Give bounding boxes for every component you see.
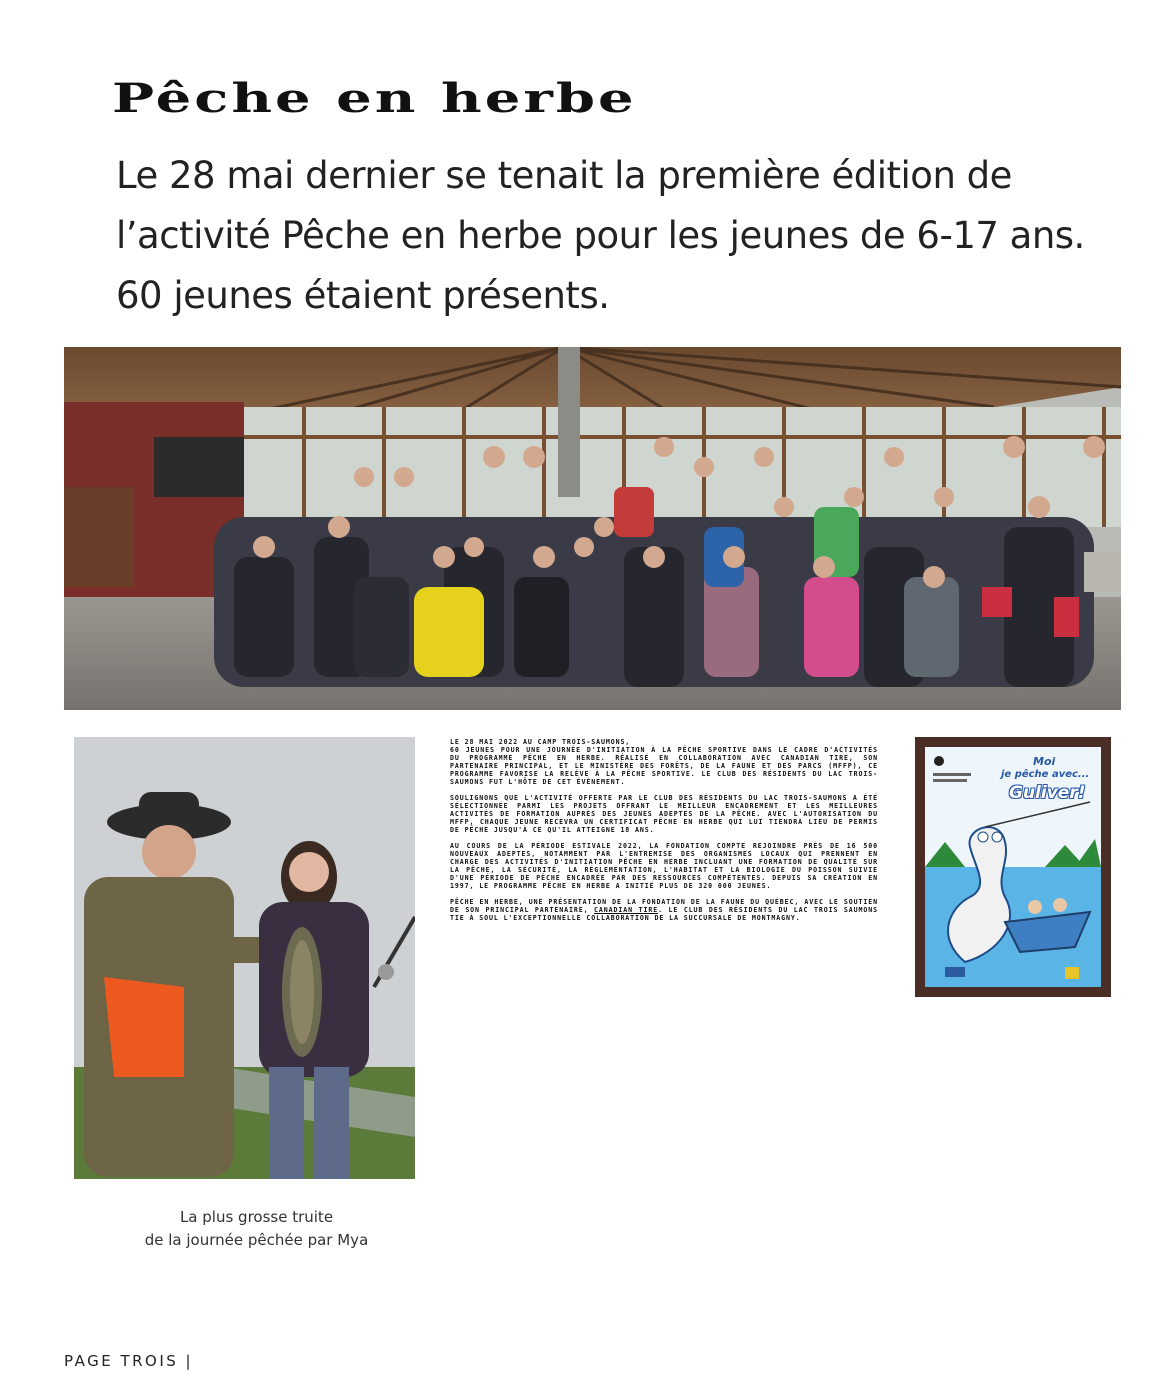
lead-paragraph	[116, 146, 1136, 326]
caption-line: La plus grosse truite	[179, 1208, 334, 1226]
poster-guliver: Guliver!	[1009, 783, 1086, 803]
article-paragraph: SOULIGNONS QUE L'ACTIVITÉ OFFERTE PAR LE CLUB DES RÉSIDENTS DU LAC TROIS-SAUMONS A ÉTÉ SÉLECTIONNÉE PARMI LES PROJETS OFFRANT LE MEILLEUR ENCADREMENT ET LES MEILLEURES ACTIVITÉS DE FORMATION AUPRÈS DES JEUNES ADEPTES DE LA PÊCHE. AVEC L'AUTORISATION DU MFFP, CHAQUE JEUNE RECEVRA UN CERTIFICAT PÊCHE EN HERBE QUI LUI TIENDRA LIEU DE PERMIS DE PÊCHE JUSQU'À CE QU'IL ATTEIGNE 18 ANS.	[450, 794, 878, 834]
lead-line: l’activité Pêche en herbe pour les jeunes de 6-17 ans.	[116, 214, 1085, 257]
photo-caption	[74, 1206, 439, 1252]
page-footer: PAGE TROIS |	[64, 1352, 194, 1370]
group-photo	[64, 347, 1121, 710]
page-title: Pêche en herbe	[112, 74, 637, 122]
article-body	[450, 738, 878, 930]
article-dateline: LE 28 MAI 2022 AU CAMP TROIS-SAUMONS,	[450, 738, 631, 746]
article-paragraph	[450, 738, 878, 786]
article-text: 60 JEUNES POUR UNE JOURNÉE D'INITIATION À LA PÊCHE SPORTIVE DANS LE CADRE D'ACTIVITÉS DU PROGRAMME PÊCHE EN HERBE. RÉALISÉ EN COLLABORATION AVEC CANADIAN TIRE, SON PARTENAIRE PRINCIPAL, ET LE MINISTÈRE DES FORÊTS, DE LA FAUNE ET DES PARCS (MFFP), CE PROGRAMME FAVORISE LA RELÈVE À LA PÊCHE SPORTIVE. LE CLUB DES RÉSIDENTS DU LAC TROIS-SAUMONS FUT L'HÔTE DE CET ÉVÈNEMENT.	[450, 746, 878, 786]
fishing-photo	[74, 737, 415, 1179]
article-paragraph	[450, 898, 878, 922]
article-paragraph: AU COURS DE LA PÉRIODE ESTIVALE 2022, LA FONDATION COMPTE REJOINDRE PRÈS DE 16 500 NOUVEAUX ADEPTES, NOTAMMENT PAR L'ENTREMISE DES ORGANISMES LOCAUX QUI PRENNENT EN CHARGE DES ACTIVITÉS D'INITIATION PÊCHE EN HERBE INCLUANT UNE FORMATION DE QUALITÉ SUR LA PÊCHE, LA SÉCURITÉ, LA RÉGLEMENTATION, L'HABITAT ET LA BIOLOGIE DU POISSON SUIVIE D'UNE PÉRIODE DE PÊCHE ENCADRÉE PAR DES RESSOURCES COMPÉTENTES. DEPUIS SA CRÉATION EN 1997, LE PROGRAMME PÊCHE EN HERBE A INITIÉ PLUS DE 320 000 JEUNES.	[450, 842, 878, 890]
lead-line: Le 28 mai dernier se tenait la première édition de	[116, 154, 1012, 197]
guliver-poster	[915, 737, 1111, 997]
poster-je-peche: je pêche avec...	[1001, 769, 1090, 780]
article-text: . LE CLUB DES RÉSIDENTS DU LAC TROIS SAUMONS TIE À SOUL L'EXCEPTIONNELLE COLLABORATION DE LA SUCCURSALE DE MONTMAGNY.	[450, 906, 878, 922]
poster-moi: Moi	[1033, 755, 1056, 768]
lead-line: 60 jeunes étaient présents.	[116, 274, 610, 317]
poster-artwork	[925, 747, 1101, 987]
caption-line: de la journée pêchée par Mya	[144, 1231, 369, 1249]
canadian-tire-link[interactable]: CANADIAN TIRE	[594, 906, 659, 914]
article-text: PÊCHE EN HERBE, UNE PRÉSENTATION DE LA FONDATION DE LA FAUNE DU QUÉBEC, AVEC LE SOUTIEN DE SON PRINCIPAL PARTENAIRE,	[450, 898, 878, 914]
